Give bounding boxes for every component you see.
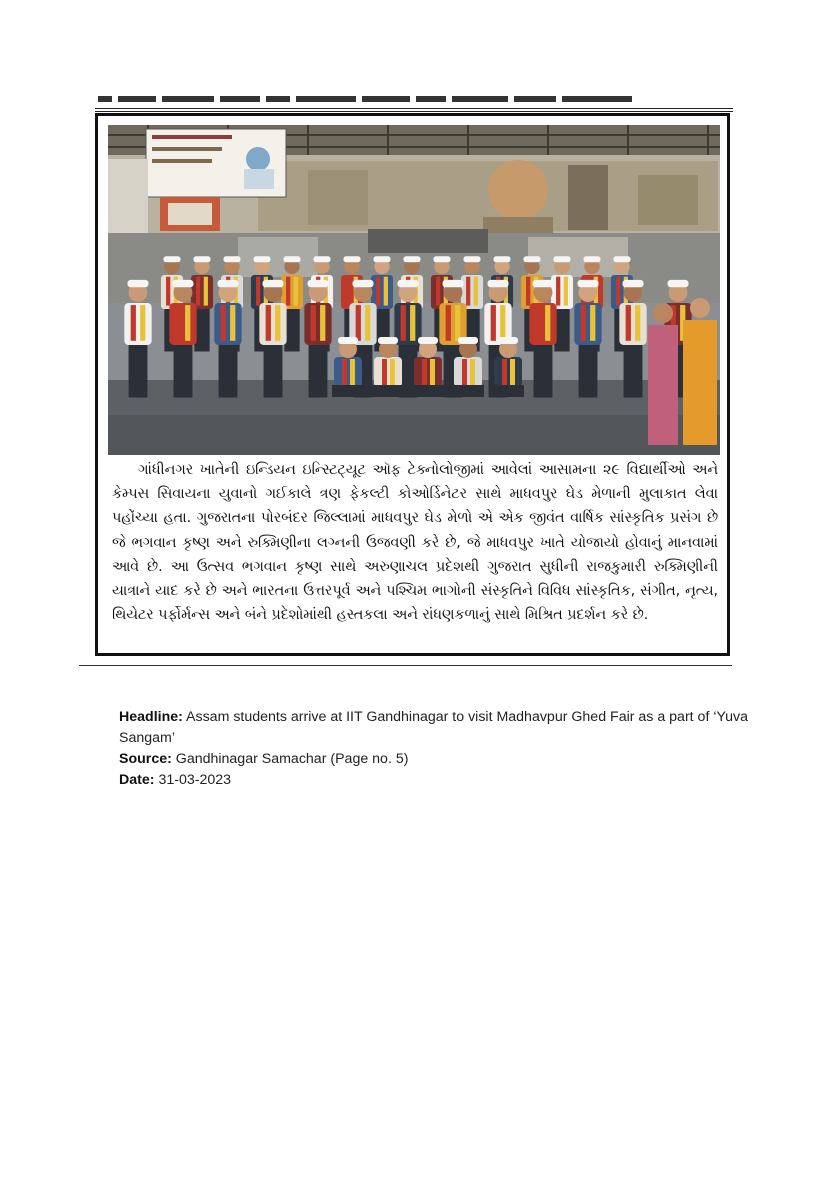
headline-text: Assam students arrive at IIT Gandhinagar to visit Madhavpur Ghed Fair as a part of ‘Yuva Sangam’ — [119, 709, 749, 746]
source-text: Gandhinagar Samachar (Page no. 5) — [175, 751, 409, 767]
headline-label: Headline: — [119, 709, 183, 725]
group-photo — [108, 125, 720, 455]
source-line — [119, 749, 759, 770]
clipping-top-rule-2 — [95, 111, 733, 112]
date-text: 31-03-2023 — [158, 772, 232, 788]
article-metadata — [119, 707, 759, 791]
date-line — [119, 770, 759, 791]
photo-caption: ગાંધીનગર ખાતેની ઇન્ડિયન ઇન્સ્ટિટ્યૂટ ઑફ ટેક્નોલોજીમાં આવેલાં આસામના ૨૯ વિદ્યાર્થીઓ અને કેમ્પસ સિવાયના યુવાનો ગઈકાલે ત્રણ ફેકલ્ટી કોઓર્ડિનેટર સાથે માધવપુર ઘેડ મેળાની મુલાકાત લેવા પહોંચ્યા હતા. ગુજરાતના પોરબંદર જિલ્લામાં માધવપુર ઘેડ મેળો એ એક જીવંત વાર્ષિક સાંસ્કૃતિક પ્રસંગ છે જે ભગવાન કૃષ્ણ અને રુક્મિણીના લગ્નની ઉજવણી કરે છે, જે માધવપુર ખાતે યોજાયો હોવાનું માનવામાં આવે છે. આ ઉત્સવ ભગવાન કૃષ્ણ સાથે અરુણાચલ પ્રદેશથી ગુજરાત સુધીની રાજકુમારી રુક્મિણીની યાત્રાને યાદ કરે છે અને ભારતના ઉત્તરપૂર્વ અને પશ્ચિમ ભાગોની સંસ્કૃતિને વિવિધ સાંસ્કૃતિક, સંગીત, નૃત્ય, થિયેટર પર્ફોર્મન્સ અને બંને પ્રદેશોમાંથી હસ્તકલા અને રાંધણકળાનું સાથે મિશ્રિત પ્રદર્શન કરે છે. — [112, 462, 718, 624]
date-label: Date: — [119, 772, 155, 788]
cut-off-headline-strip — [98, 96, 668, 104]
headline-line — [119, 707, 759, 749]
newspaper-clipping — [95, 113, 730, 656]
clipping-top-rule — [95, 108, 733, 109]
clipping-bottom-rule — [79, 665, 732, 666]
source-label: Source: — [119, 751, 172, 767]
